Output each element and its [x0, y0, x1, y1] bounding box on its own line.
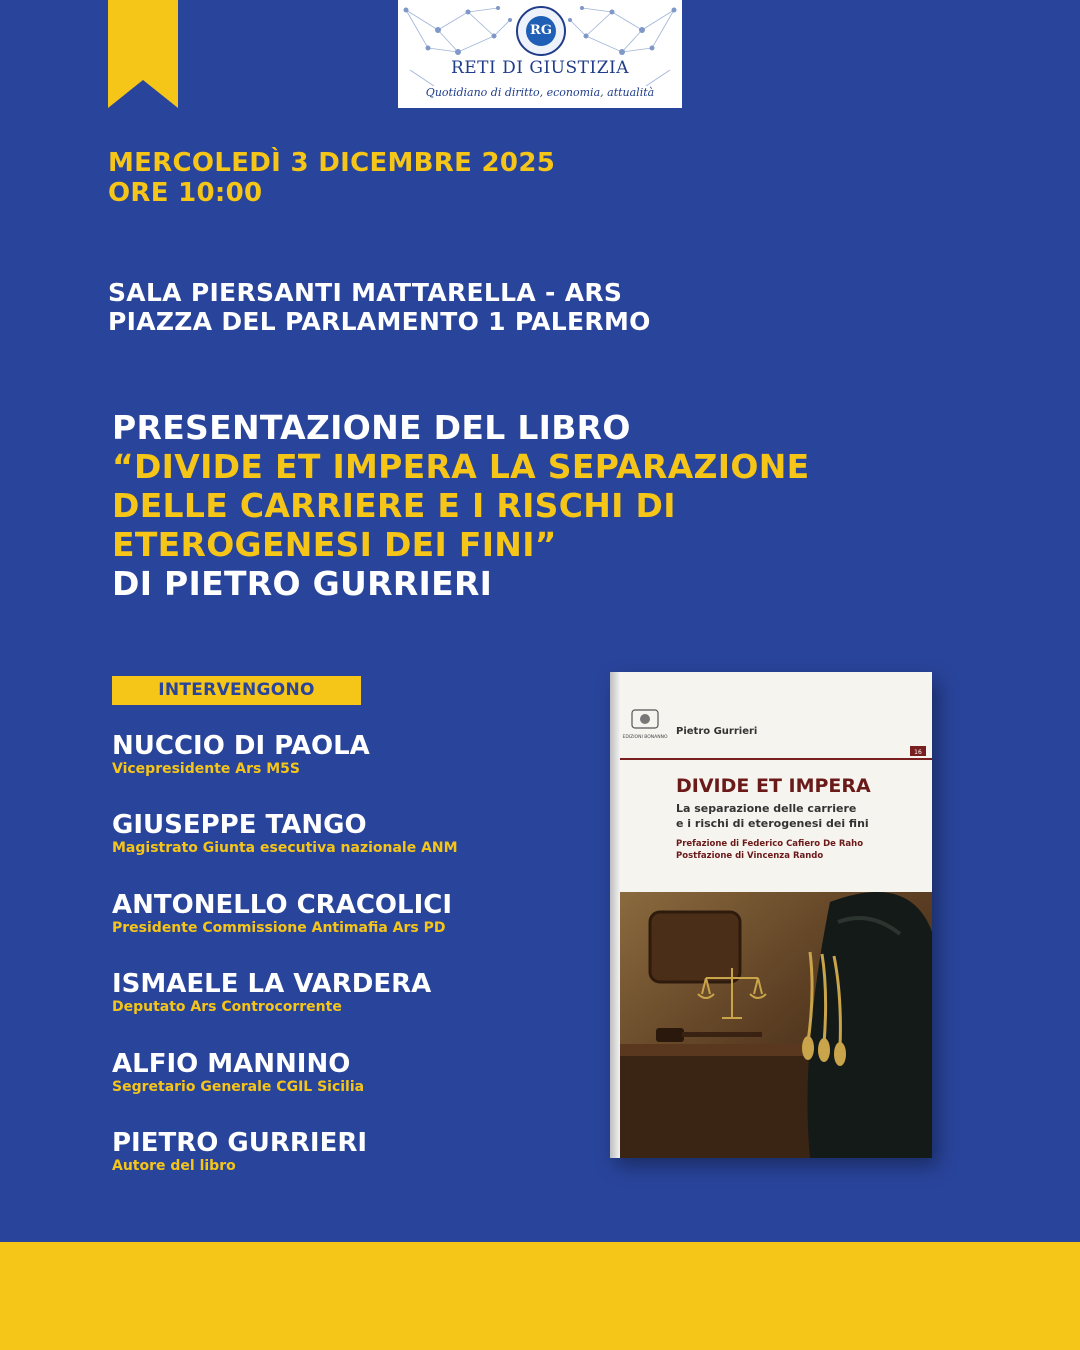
speaker [112, 1050, 364, 1096]
speaker-name: ALFIO MANNINO [112, 1049, 351, 1079]
book-cover-image [610, 672, 932, 1158]
publisher-name: EDIZIONI BONANNO [622, 735, 668, 740]
logo-name: RETI DI GIUSTIZIA [450, 58, 630, 78]
logo-reti-di-giustizia [398, 0, 682, 108]
speaker-role: Deputato Ars Controcorrente [112, 999, 342, 1015]
speakers-label: INTERVENGONO [112, 676, 361, 705]
speaker [112, 1129, 367, 1175]
presentation-intro: PRESENTAZIONE DEL LIBRO [112, 408, 631, 447]
speaker [112, 970, 431, 1016]
speaker [112, 811, 458, 857]
cover-preface: Prefazione di Federico Cafiero De Raho [676, 839, 864, 849]
cover-author: Pietro Gurrieri [676, 726, 758, 737]
cover-title: DIVIDE ET IMPERA [676, 775, 871, 797]
book-title-line-3: ETEROGENESI DEI FINI” [112, 525, 557, 564]
logo-tagline: Quotidiano di diritto, economia, attualità [425, 86, 655, 99]
seal-monogram: RG [526, 16, 556, 46]
speaker [112, 732, 370, 778]
venue-line-2: PIAZZA DEL PARLAMENTO 1 PALERMO [108, 307, 651, 336]
cover-postface: Postfazione di Vincenza Rando [676, 851, 824, 861]
event-datetime [108, 148, 555, 208]
book-author: DI PIETRO GURRIERI [112, 564, 493, 603]
speaker-role: Segretario Generale CGIL Sicilia [112, 1079, 365, 1095]
seal-icon [516, 6, 566, 56]
cover-subtitle-line-2: e i rischi di eterogenesi dei fini [676, 817, 869, 830]
cover-subtitle-line-1: La separazione delle carriere [676, 802, 857, 815]
speaker-role: Presidente Commissione Antimafia Ars PD [112, 920, 446, 936]
speaker-role: Vicepresidente Ars M5S [112, 761, 300, 777]
event-time: ORE 10:00 [108, 178, 263, 208]
event-date: MERCOLEDÌ 3 DICEMBRE 2025 [108, 148, 556, 178]
speaker-name: PIETRO GURRIERI [112, 1128, 368, 1158]
speaker [112, 891, 452, 937]
event-venue [108, 278, 651, 336]
speaker-role: Autore del libro [112, 1158, 236, 1174]
speaker-role: Magistrato Giunta esecutiva nazionale ANM [112, 840, 458, 856]
speaker-name: ANTONELLO CRACOLICI [112, 890, 453, 920]
courtroom-illustration [620, 892, 932, 1158]
series-number: 16 [914, 749, 922, 756]
venue-line-1: SALA PIERSANTI MATTARELLA - ARS [108, 278, 623, 307]
speaker-name: NUCCIO DI PAOLA [112, 731, 370, 761]
footer-band [0, 1242, 1080, 1350]
presentation-title [112, 408, 809, 603]
book-title-line-1: “DIVIDE ET IMPERA LA SEPARAZIONE [112, 447, 810, 486]
bookmark-ribbon [108, 0, 178, 108]
book-title-line-2: DELLE CARRIERE E I RISCHI DI [112, 486, 676, 525]
speaker-name: ISMAELE LA VARDERA [112, 969, 432, 999]
speaker-name: GIUSEPPE TANGO [112, 810, 367, 840]
